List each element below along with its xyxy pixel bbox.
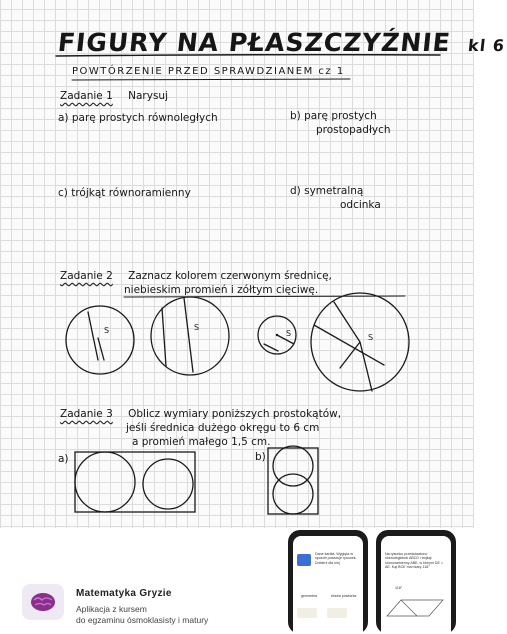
- task1-item-d: d) symetralną: [290, 185, 364, 197]
- task3-line3: a promień małego 1,5 cm.: [132, 436, 271, 448]
- task1-item-c: c) trójkąt równoramienny: [58, 187, 191, 199]
- brand-desc-line-2: do egzaminu ósmoklasisty i matury: [76, 615, 209, 625]
- task3-heading: Zadanie 3: [60, 408, 113, 420]
- task2-line2: niebieskim promień i zółtym cięciwę.: [124, 284, 319, 296]
- circle-1-chord: [88, 312, 98, 360]
- task1-item-a: a) parę prostych równoległych: [58, 112, 218, 124]
- task1-heading: Zadanie 1: [60, 90, 113, 102]
- phone-1-question: Dane kartka. Wygięta w sposób pokazuje rysunek. Dobierz dla niej: [315, 552, 357, 565]
- brain-logo-icon: [22, 584, 64, 620]
- circle-2-line-1: [162, 308, 166, 366]
- title-text: FIGURY NA PŁASZCZYŹNIE: [56, 28, 453, 57]
- brand-desc-line-1: Aplikacja z kursem: [76, 604, 147, 614]
- circle-2-line-2: [184, 298, 193, 372]
- task2-text-1: Zaznacz kolorem czerwonym średnicę,: [128, 270, 332, 282]
- brand-description: [76, 604, 208, 626]
- title-underline: [56, 55, 440, 56]
- phone-1-option-2: ekstra powtórka: [331, 594, 357, 598]
- task3-text-1: Oblicz wymiary poniższych prostokątów,: [128, 408, 342, 420]
- task1-item-b-cont: prostopadłych: [316, 124, 391, 136]
- phone-mockup-2: [376, 530, 456, 634]
- phone-1-screen: [293, 536, 363, 634]
- grade-label: kl 6: [467, 36, 506, 55]
- task2-underline: [124, 296, 405, 297]
- circle-2-center-label: S: [194, 323, 200, 332]
- circle-1-radius: [98, 338, 104, 360]
- task3-label-a: a): [58, 453, 69, 465]
- phone-1-card-2: [327, 608, 347, 618]
- rect-a-big-circle: [75, 452, 135, 512]
- circle-4-center-label: S: [368, 333, 374, 342]
- task1-instruction: Narysuj: [128, 90, 168, 102]
- phone-2-question: Na rysunku przedstawiono równoległobok ABCD i trójkąt równoramienny ABE, w którym DE = AE. Kąt BCE ma miarę 118°: [385, 552, 444, 569]
- circle-4-lines: [334, 302, 372, 391]
- circle-2: [151, 297, 229, 375]
- phone-2-screen: [381, 536, 451, 634]
- phone-1-option-1: geometria: [301, 594, 317, 598]
- circle-4-chord: [314, 325, 384, 365]
- phone-1-image: [297, 554, 311, 566]
- task1-item-b: b) parę prostych: [290, 110, 377, 122]
- task1-item-d-cont: odcinka: [340, 199, 381, 211]
- page-subtitle: POWTÓRZENIE PRZED SPRAWDZIANEM cz 1: [72, 66, 345, 77]
- circle-1-center-label: S: [104, 326, 110, 335]
- brand-name: Matematyka Gryzie: [76, 588, 172, 599]
- phone-mockup-1: [288, 530, 368, 634]
- phone-1-card: [297, 608, 317, 618]
- rect-a-small-circle: [143, 459, 193, 509]
- circle-1: [66, 306, 134, 374]
- subtitle-underline: [72, 79, 350, 80]
- phone-2-value: 118°: [395, 586, 403, 590]
- circle-3-center-label: S: [286, 329, 292, 338]
- circle-3-center-dot: [276, 334, 278, 336]
- task2-heading: Zadanie 2: [60, 270, 113, 282]
- rect-b-bottom-circle: [273, 474, 313, 514]
- task3-line2: jeśli średnica dużego okręgu to 6 cm: [126, 422, 320, 434]
- phone-2-diagram-icon: [381, 592, 451, 622]
- task3-label-b: b): [255, 451, 266, 463]
